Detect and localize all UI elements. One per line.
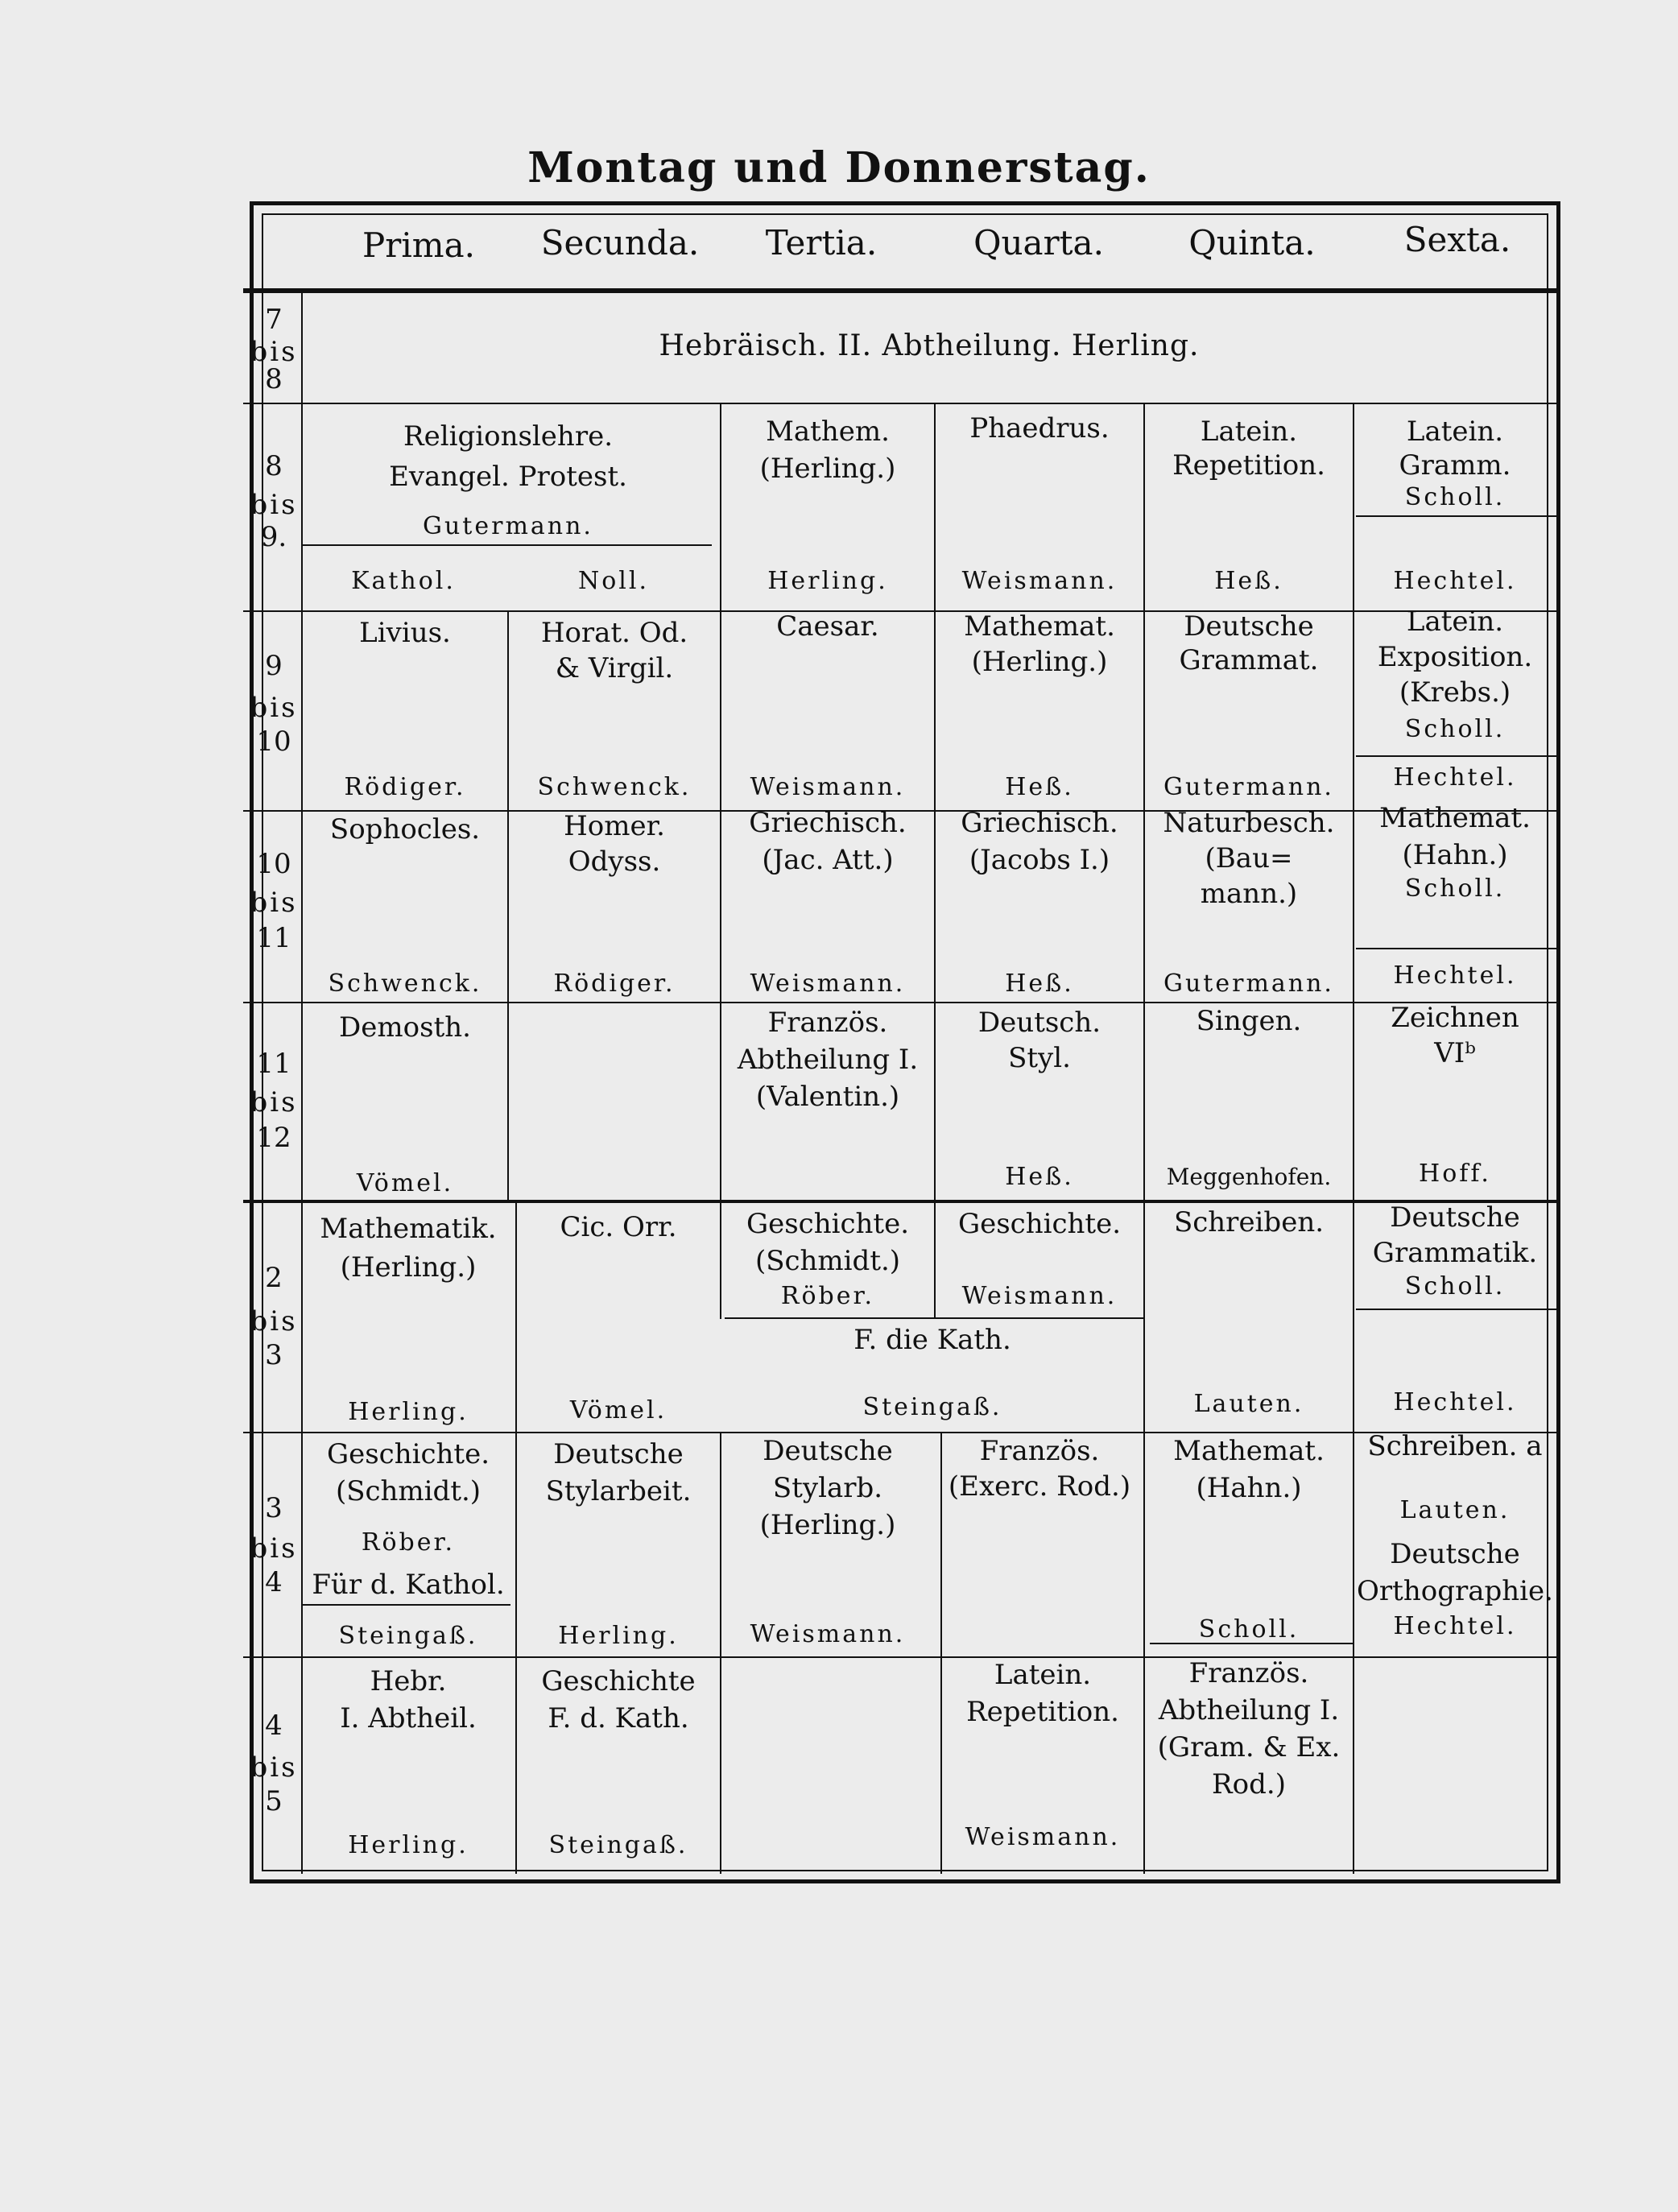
time-t7-a: 3 <box>265 1492 283 1524</box>
row6-sexta3: Scholl. <box>1404 1272 1506 1300</box>
row4-quinta-teacher: Gutermann. <box>1163 970 1334 998</box>
time-t5-b: bis <box>250 1086 298 1118</box>
time-t4-a: 10 <box>256 848 291 880</box>
row6-prima-teacher: Herling. <box>348 1398 469 1426</box>
row7-quarta2: (Exerc. Rod.) <box>948 1470 1131 1503</box>
row4-tertia2: (Jac. Att.) <box>762 844 894 876</box>
row7-quarta1: Französ. <box>979 1435 1100 1467</box>
row8-prima1: Hebr. <box>370 1665 447 1697</box>
row5-tertia1: Französ. <box>767 1007 888 1039</box>
time-t7-c: 4 <box>265 1566 283 1598</box>
row7-sexta3: Deutsche <box>1390 1538 1520 1570</box>
row5-sexta-teacher: Hoff. <box>1419 1160 1491 1188</box>
row2-tertia2: (Herling.) <box>759 453 896 485</box>
row4-tertia-teacher: Weismann. <box>750 970 906 998</box>
time-t2-b: bis <box>250 489 298 521</box>
row3-sexta1: Latein. <box>1406 606 1504 638</box>
row5-quinta-teacher: Meggenhofen. <box>1166 1164 1332 1190</box>
time-t3-c: 10 <box>256 726 291 758</box>
row5-quarta-teacher: Heß. <box>1005 1163 1074 1191</box>
row3-tertia1: Caesar. <box>776 610 879 643</box>
row5-sexta2: VIᵇ <box>1434 1037 1476 1069</box>
row2-kath: Kathol. <box>351 567 456 595</box>
row2-tertia1: Mathem. <box>766 416 890 448</box>
row3-quinta-teacher: Gutermann. <box>1163 773 1334 801</box>
row2-tertia-teacher: Herling. <box>767 567 888 595</box>
time-t1-a: 7 <box>265 304 283 336</box>
row4-tertia1: Griechisch. <box>749 807 907 839</box>
row4-sexta-teacher: Hechtel. <box>1393 961 1517 990</box>
row4-quarta2: (Jacobs I.) <box>969 844 1110 876</box>
row3-quarta-teacher: Heß. <box>1005 773 1074 801</box>
col-header-secunda: Secunda. <box>540 223 700 263</box>
time-t2-c: 9. <box>260 521 287 553</box>
row6-sexta1: Deutsche <box>1390 1201 1520 1234</box>
row8-quinta2: Abtheilung I. <box>1158 1694 1340 1726</box>
time-t3-b: bis <box>250 692 298 724</box>
row3-quinta2: Grammat. <box>1179 644 1319 676</box>
row8-prima-teacher: Herling. <box>348 1831 469 1859</box>
row2-sexta-teacher: Hechtel. <box>1393 567 1517 595</box>
row7-sexta-teacher: Hechtel. <box>1393 1612 1517 1640</box>
row2-rel-teacher: Gutermann. <box>423 512 593 540</box>
row6-prima1: Mathematik. <box>320 1213 497 1245</box>
row3-quarta2: (Herling.) <box>971 646 1108 678</box>
row2-quarta1: Phaedrus. <box>969 412 1110 444</box>
row6-sexta2: Grammatik. <box>1372 1237 1538 1269</box>
row2-quinta-teacher: Heß. <box>1214 567 1283 595</box>
time-t8-c: 5 <box>265 1785 283 1817</box>
row8-quarta2: Repetition. <box>966 1696 1119 1728</box>
row7-secunda1: Deutsche <box>553 1438 684 1470</box>
row6-sexta-teacher: Hechtel. <box>1393 1388 1517 1416</box>
time-t6-a: 2 <box>265 1262 283 1294</box>
row6-quinta1: Schreiben. <box>1173 1206 1325 1238</box>
row8-secunda2: F. d. Kath. <box>548 1702 689 1734</box>
time-t3-a: 9 <box>265 650 283 682</box>
row5-quarta1: Deutsch. <box>977 1007 1101 1039</box>
row2-noll: Noll. <box>577 567 650 595</box>
row4-quarta-teacher: Heß. <box>1005 970 1074 998</box>
col-header-quinta: Quinta. <box>1188 223 1316 263</box>
row3-tertia-teacher: Weismann. <box>750 773 906 801</box>
row4-secunda-teacher: Rödiger. <box>553 970 676 998</box>
row3-prima-teacher: Rödiger. <box>344 773 466 801</box>
row3-sexta4: Scholl. <box>1404 715 1506 743</box>
row7-prima2: (Schmidt.) <box>335 1475 481 1507</box>
row5-quarta2: Styl. <box>1008 1042 1071 1074</box>
row7-tertia-teacher: Weismann. <box>750 1620 906 1648</box>
row2-quarta-teacher: Weismann. <box>961 567 1118 595</box>
row6-quinta-teacher: Lauten. <box>1193 1390 1304 1418</box>
row8-prima2: I. Abtheil. <box>340 1702 477 1734</box>
row4-sexta3: Scholl. <box>1404 874 1506 903</box>
row4-prima-teacher: Schwenck. <box>328 970 482 998</box>
row3-quinta1: Deutsche <box>1184 610 1314 643</box>
row6-kath: F. die Kath. <box>853 1324 1011 1356</box>
time-t8-b: bis <box>250 1751 298 1784</box>
col-header-sexta: Sexta. <box>1403 220 1511 259</box>
row3-sexta3: (Krebs.) <box>1399 676 1511 709</box>
row2-rel1: Religionslehre. <box>403 420 613 453</box>
row7-tertia1: Deutsche <box>763 1435 893 1467</box>
row8-secunda1: Geschichte <box>541 1665 696 1697</box>
row7-sexta4: Orthographie. <box>1357 1575 1553 1607</box>
row4-quarta1: Griechisch. <box>961 807 1118 839</box>
row4-quinta2: (Bau= <box>1205 842 1293 874</box>
row5-tertia2: Abtheilung I. <box>737 1044 919 1076</box>
row7-prima3: Röber. <box>361 1528 456 1557</box>
row7-tertia2: Stylarb. <box>772 1472 883 1504</box>
row3-quarta1: Mathemat. <box>964 610 1115 643</box>
time-t8-a: 4 <box>265 1710 283 1742</box>
row7-prima1: Geschichte. <box>326 1438 490 1470</box>
row7-secunda-teacher: Herling. <box>558 1622 679 1650</box>
time-t5-a: 11 <box>256 1048 291 1080</box>
row7-secunda2: Stylarbeit. <box>545 1475 692 1507</box>
row6-secunda-teacher: Vömel. <box>569 1396 667 1424</box>
time-t4-c: 11 <box>256 922 291 954</box>
row6-tertia2: (Schmidt.) <box>754 1245 901 1277</box>
row5-sexta1: Zeichnen <box>1391 1002 1519 1034</box>
time-t4-b: bis <box>250 887 298 919</box>
row2-quinta1: Latein. <box>1200 416 1298 448</box>
row6-tertia1: Geschichte. <box>746 1208 910 1240</box>
row7-prima4: Für d. Kathol. <box>312 1569 505 1601</box>
row7-tertia3: (Herling.) <box>759 1509 896 1541</box>
row3-sexta2: Exposition. <box>1377 641 1533 673</box>
row8-secunda-teacher: Steingaß. <box>548 1831 688 1859</box>
row6-kath-teacher: Steingaß. <box>862 1393 1002 1421</box>
row3-prima1: Livius. <box>359 617 451 649</box>
time-t6-c: 3 <box>265 1339 283 1371</box>
row2-sexta1: Latein. <box>1406 416 1504 448</box>
time-t1-c: 8 <box>265 363 283 395</box>
row7-prima-teacher: Steingaß. <box>338 1622 478 1650</box>
row4-sexta1: Mathemat. <box>1379 802 1531 834</box>
row3-secunda1: Horat. Od. <box>540 617 688 649</box>
row6-tertia-teacher: Röber. <box>780 1282 875 1310</box>
row6-prima2: (Herling.) <box>340 1251 477 1284</box>
row4-sexta2: (Hahn.) <box>1402 839 1508 871</box>
row5-prima-teacher: Vömel. <box>356 1169 454 1197</box>
row6-quarta1: Geschichte. <box>957 1208 1122 1240</box>
row5-quinta1: Singen. <box>1196 1005 1302 1037</box>
row7-quinta2: (Hahn.) <box>1196 1472 1302 1504</box>
row7-quinta1: Mathemat. <box>1173 1435 1325 1467</box>
row3-secunda-teacher: Schwenck. <box>537 773 692 801</box>
row8-quarta1: Latein. <box>994 1659 1092 1691</box>
row8-quarta-teacher: Weismann. <box>965 1823 1121 1851</box>
col-header-prima: Prima. <box>362 225 475 265</box>
row4-secunda1: Homer. <box>564 810 665 842</box>
row7-sexta1: Schreiben. a <box>1367 1430 1543 1462</box>
row7-sexta2: Lauten. <box>1399 1496 1511 1524</box>
time-t6-b: bis <box>250 1305 298 1338</box>
row4-prima1: Sophocles. <box>329 813 481 846</box>
row1-cell: Hebräisch. II. Abtheilung. Herling. <box>659 329 1200 362</box>
row8-quinta3: (Gram. & Ex. <box>1157 1731 1341 1763</box>
time-t5-c: 12 <box>256 1122 291 1154</box>
row6-quarta-teacher: Weismann. <box>961 1282 1118 1310</box>
row2-sexta2: Gramm. <box>1399 449 1511 482</box>
page-title: Montag und Donnerstag. <box>527 143 1151 192</box>
row5-tertia3: (Valentin.) <box>755 1081 900 1113</box>
col-header-quarta: Quarta. <box>973 223 1104 263</box>
time-t7-b: bis <box>250 1532 298 1565</box>
row4-secunda2: Odyss. <box>568 846 661 878</box>
row3-sexta-teacher: Hechtel. <box>1393 763 1517 792</box>
row2-rel2: Evangel. Protest. <box>389 461 627 493</box>
time-t2-a: 8 <box>265 450 283 482</box>
row3-secunda2: & Virgil. <box>555 652 674 684</box>
row2-quinta2: Repetition. <box>1172 449 1325 482</box>
row7-quinta-teacher: Scholl. <box>1198 1615 1300 1643</box>
col-header-tertia: Tertia. <box>765 223 878 263</box>
row2-sexta3: Scholl. <box>1404 483 1506 511</box>
time-t1-b: bis <box>250 336 298 368</box>
row5-prima1: Demosth. <box>339 1011 471 1044</box>
row4-quinta1: Naturbesch. <box>1163 807 1335 839</box>
row8-quinta1: Französ. <box>1188 1657 1309 1689</box>
row8-quinta4: Rod.) <box>1212 1768 1286 1801</box>
row4-quinta3: mann.) <box>1200 878 1298 910</box>
row6-secunda1: Cic. Orr. <box>560 1211 677 1243</box>
